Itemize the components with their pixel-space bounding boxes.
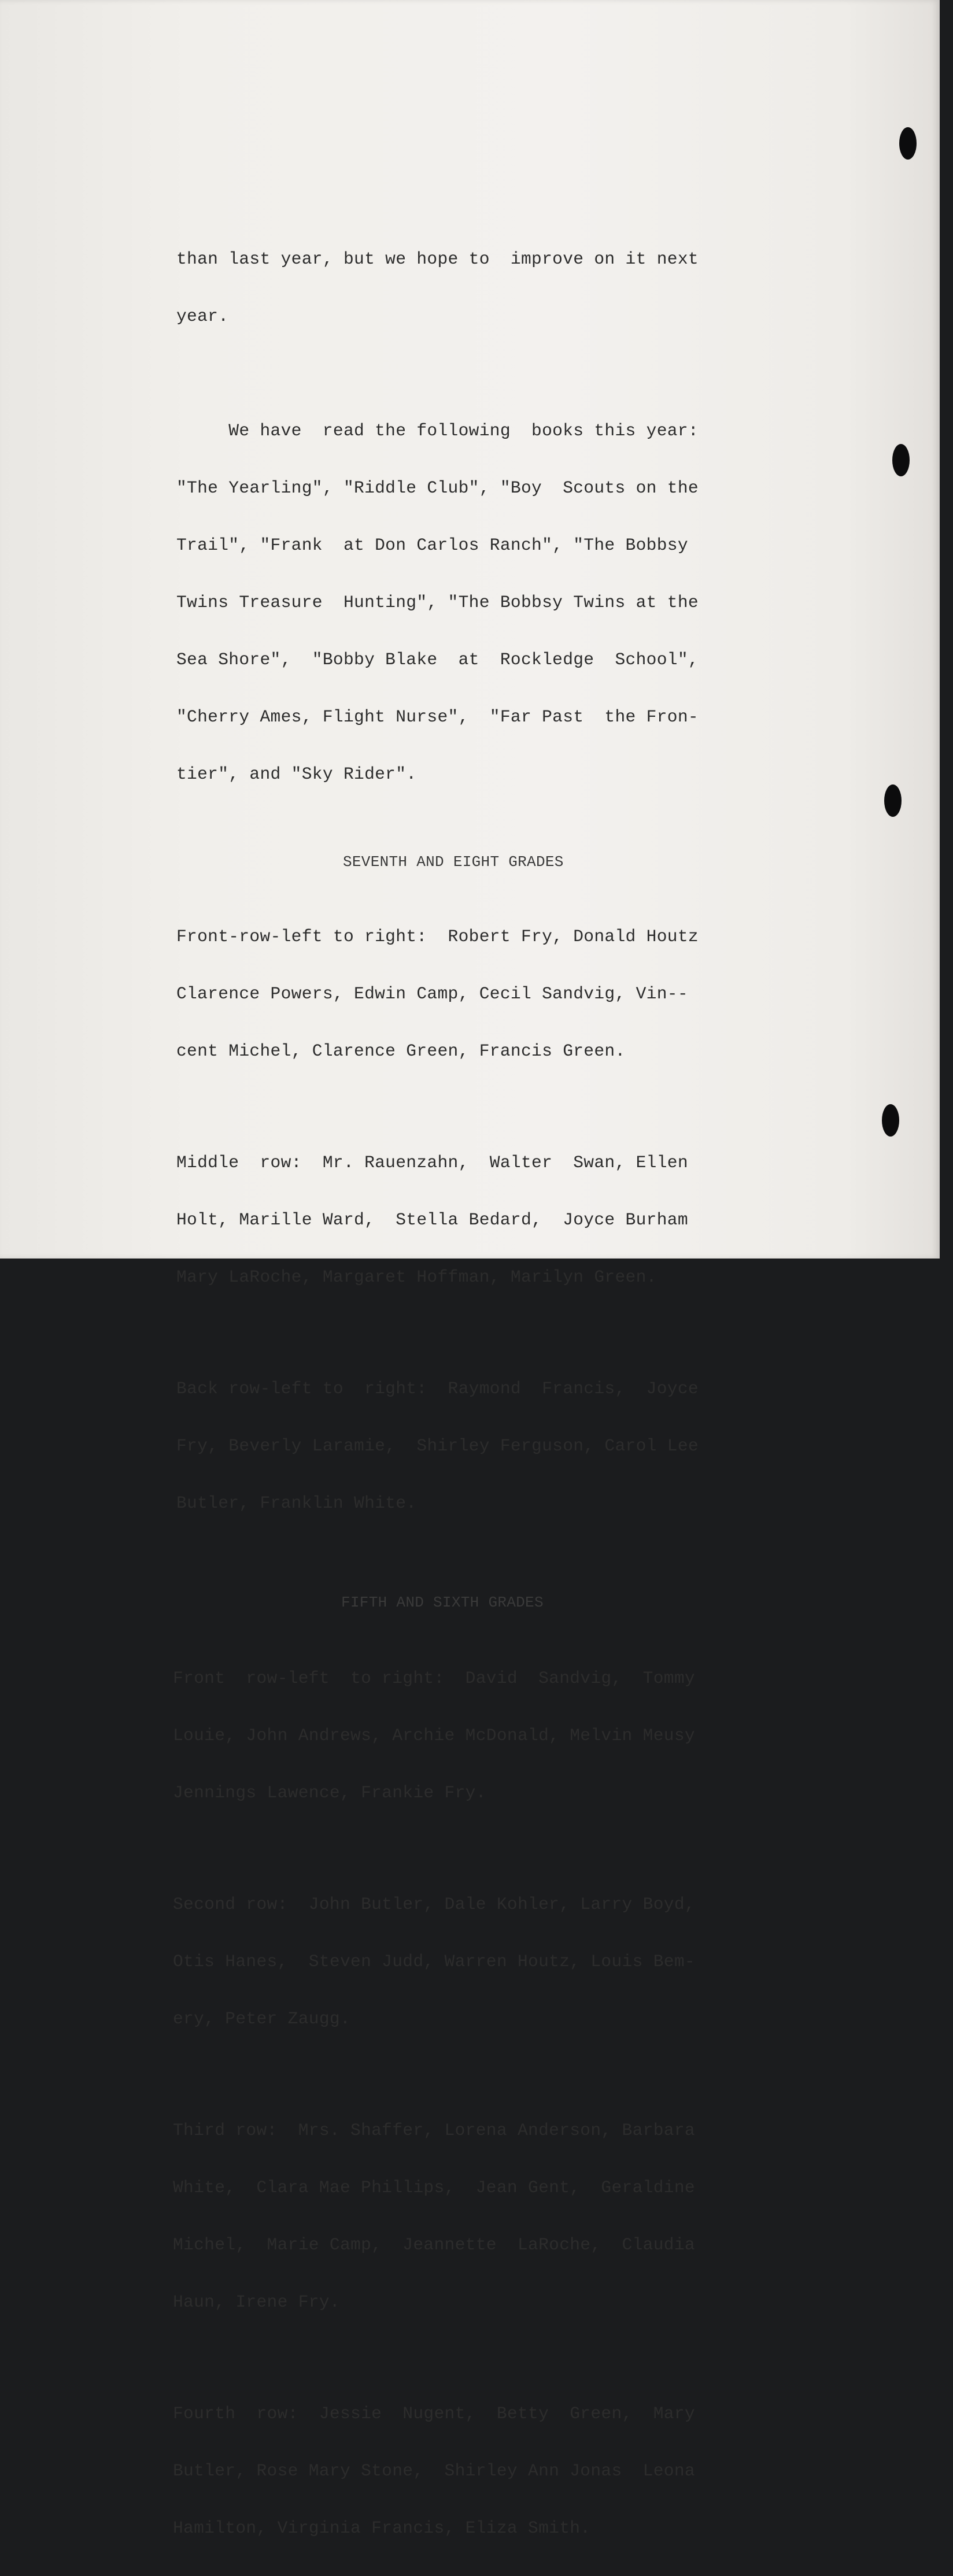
binder-hole-1	[899, 127, 917, 160]
text-line: "The Yearling", "Riddle Club", "Boy Scouts on the	[176, 478, 699, 498]
text-line: than last year, but we hope to improve on it next	[176, 249, 699, 269]
text-line: Otis Hanes, Steven Judd, Warren Houtz, Louis Bem-	[173, 1952, 695, 1971]
text-line: cent Michel, Clarence Green, Francis Green.	[176, 1041, 626, 1061]
text-line: Butler, Rose Mary Stone, Shirley Ann Jonas Leona	[173, 2461, 695, 2481]
fourth-row-paragraph	[173, 2366, 766, 2576]
text-line: Butler, Franklin White.	[176, 1493, 417, 1513]
text-line: "Cherry Ames, Flight Nurse", "Far Past the Fron-	[176, 707, 699, 727]
binder-hole-2	[892, 444, 910, 476]
text-line: Mary LaRoche, Margaret Hoffman, Marilyn Green.	[176, 1267, 657, 1287]
section-heading-fifth-sixth: FIFTH AND SIXTH GRADES	[341, 1594, 544, 1611]
intro-paragraph	[176, 212, 766, 364]
books-paragraph	[176, 383, 766, 822]
text-line: Louie, John Andrews, Archie McDonald, Melvin Meusy	[173, 1726, 695, 1745]
front-row-paragraph	[176, 889, 766, 1099]
text-line: Trail", "Frank at Don Carlos Ranch", "The Bobbsy	[176, 535, 688, 555]
text-line: tier", and "Sky Rider".	[176, 764, 417, 784]
section-heading-seventh-eighth: SEVENTH AND EIGHT GRADES	[343, 853, 564, 871]
back-row-paragraph	[176, 1341, 766, 1551]
text-line: Michel, Marie Camp, Jeannette LaRoche, Claudia	[173, 2235, 695, 2255]
second-row-paragraph	[173, 1857, 766, 2067]
text-line: Jennings Lawence, Frankie Fry.	[173, 1783, 486, 1803]
text-line: Haun, Irene Fry.	[173, 2292, 340, 2312]
text-line: Back row-left to right: Raymond Francis, Joyce	[176, 1379, 699, 1398]
text-line: We have read the following books this year:	[176, 421, 699, 441]
text-line: Sea Shore", "Bobby Blake at Rockledge School",	[176, 650, 699, 669]
middle-row-paragraph	[176, 1115, 766, 1325]
binder-hole-3	[884, 784, 902, 817]
text-line: Second row: John Butler, Dale Kohler, Larry Boyd,	[173, 1894, 695, 1914]
text-line: White, Clara Mae Phillips, Jean Gent, Geraldine	[173, 2178, 695, 2197]
text-line: Fourth row: Jessie Nugent, Betty Green, Mary	[173, 2404, 695, 2423]
text-line: Clarence Powers, Edwin Camp, Cecil Sandvig, Vin--	[176, 984, 688, 1004]
text-line: Middle row: Mr. Rauenzahn, Walter Swan, Ellen	[176, 1153, 688, 1172]
text-line: Fry, Beverly Laramie, Shirley Ferguson, Carol Lee	[176, 1436, 699, 1456]
text-line: Twins Treasure Hunting", "The Bobbsy Twins at the	[176, 593, 699, 612]
text-line: Third row: Mrs. Shaffer, Lorena Anderson, Barbara	[173, 2120, 695, 2140]
text-line: ery, Peter Zaugg.	[173, 2009, 351, 2029]
front-row-paragraph	[173, 1631, 766, 1841]
third-row-paragraph	[173, 2083, 766, 2350]
text-line: Hamilton, Virginia Francis, Eliza Smith.	[173, 2518, 591, 2538]
typewritten-text	[173, 212, 766, 2576]
text-line: Holt, Marille Ward, Stella Bedard, Joyce Burham	[176, 1210, 688, 1230]
text-line: year.	[176, 306, 229, 326]
binder-hole-4	[882, 1104, 899, 1137]
text-line: Front row-left to right: David Sandvig, Tommy	[173, 1668, 695, 1688]
text-line: Front-row-left to right: Robert Fry, Donald Houtz	[176, 927, 699, 946]
